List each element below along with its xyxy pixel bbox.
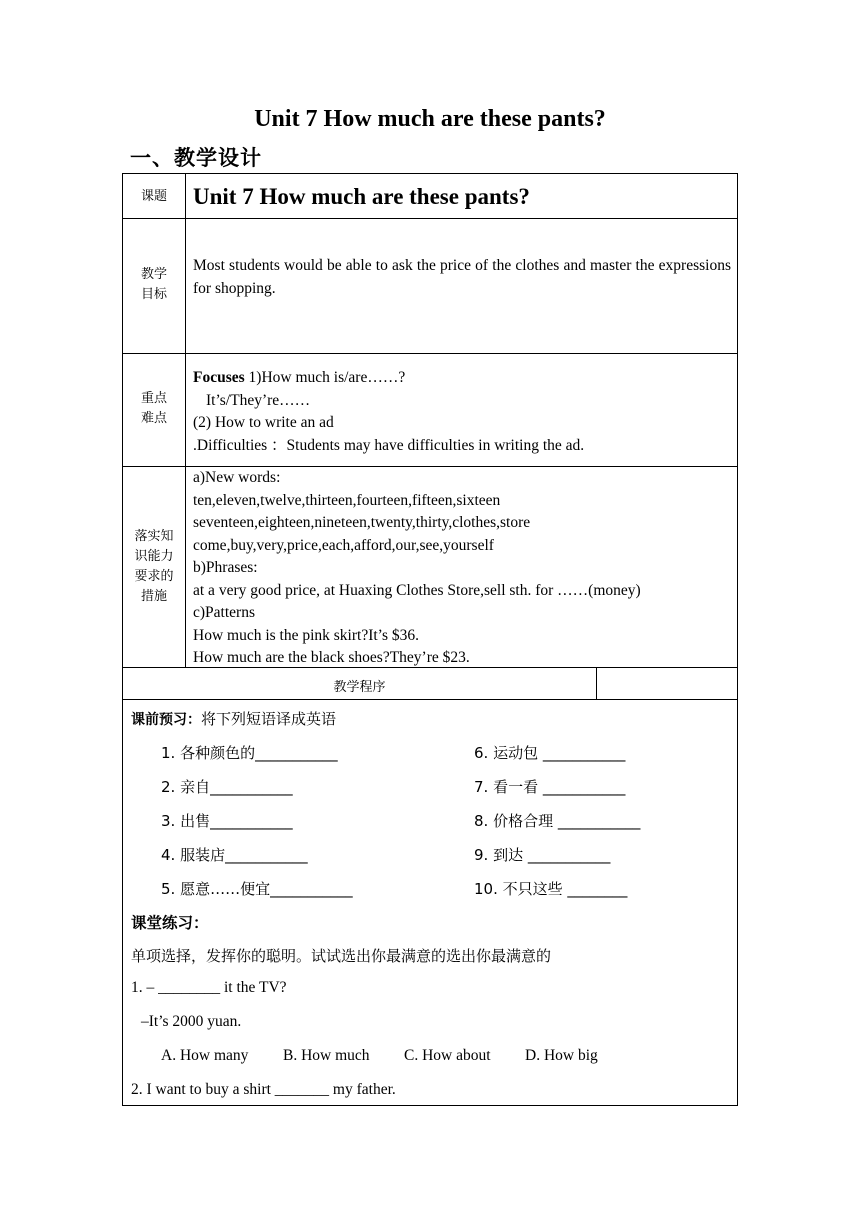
option-a: A. How many xyxy=(161,1047,249,1064)
focus-line: It’s/They’re…… xyxy=(206,391,311,409)
option-b: B. How much xyxy=(283,1047,370,1064)
practice-instruction: 单项选择，发挥你的聪明。试试选出你最满意的选出你最满意的 xyxy=(131,947,552,965)
topic-value: Unit 7 How much are these pants? xyxy=(193,184,530,209)
preview-item: 10. 不只这些 ________ xyxy=(474,880,628,898)
preview-item: 8. 价格合理 ___________ xyxy=(474,812,641,830)
focus-heading: Focuses xyxy=(193,369,245,386)
procedure-content xyxy=(131,700,729,1105)
focus-text: 1)How much is/are……? xyxy=(244,369,406,386)
preview-item: 3. 出售___________ xyxy=(161,812,293,830)
column-divider xyxy=(185,174,186,667)
measures-label xyxy=(123,527,185,607)
preview-item: 6. 运动包 ___________ xyxy=(474,744,626,762)
focus-value xyxy=(193,367,731,457)
focus-line: (2) How to write an ad xyxy=(193,414,334,431)
preview-heading-bold: 课前预习： xyxy=(131,712,201,728)
lesson-plan-table xyxy=(122,173,738,1106)
goal-label-line: 目标 xyxy=(140,287,167,302)
focus-line xyxy=(193,367,731,390)
row-divider xyxy=(123,218,737,219)
measures-line: c)Patterns xyxy=(193,604,255,621)
practice-heading: 课堂练习： xyxy=(131,914,209,932)
focus-label xyxy=(123,389,185,429)
measures-line: seventeen,eighteen,nineteen,twenty,thirty,clothes,store xyxy=(193,514,531,531)
measures-label-line: 识能力 xyxy=(134,549,174,564)
option-c: C. How about xyxy=(404,1047,491,1064)
document-title: Unit 7 How much are these pants? xyxy=(254,106,606,132)
goal-label xyxy=(123,265,185,305)
measures-value xyxy=(193,467,731,670)
preview-heading-text: 将下列短语译成英语 xyxy=(201,710,337,728)
measures-label-line: 要求的 xyxy=(134,569,174,584)
goal-label-line: 教学 xyxy=(140,267,167,282)
topic-label: 课题 xyxy=(140,189,167,204)
measures-line: come,buy,very,price,each,afford,our,see,yourself xyxy=(193,536,494,554)
question-2: 2. I want to buy a shirt _______ my father. xyxy=(131,1081,396,1098)
focus-label-line: 重点 xyxy=(140,391,167,406)
preview-item: 4. 服装店___________ xyxy=(161,846,308,864)
measures-line: a)New words: xyxy=(193,469,281,486)
option-d: D. How big xyxy=(525,1047,598,1064)
measures-line: ten,eleven,twelve,thirteen,fourteen,fifteen,sixteen xyxy=(193,491,501,509)
procedure-label: 教学程序 xyxy=(333,680,386,695)
difficulty-line: .Difficulties ：Students may have difficulties in writing the ad. xyxy=(193,436,585,454)
preview-item: 7. 看一看 ___________ xyxy=(474,778,626,796)
goal-value: Most students would be able to ask the price of the clothes and master the expressions for shopping. xyxy=(193,257,731,297)
measures-label-line: 落实知 xyxy=(134,529,174,544)
measures-line: b)Phrases: xyxy=(193,559,258,576)
measures-line: at a very good price, at Huaxing Clothes Store,sell sth. for ……(money) xyxy=(193,581,641,599)
measures-line: How much is the pink skirt?It’s $36. xyxy=(193,626,420,644)
focus-label-line: 难点 xyxy=(140,411,167,426)
measures-line: How much are the black shoes?They’re $23. xyxy=(193,649,470,666)
measures-label-line: 措施 xyxy=(140,589,167,604)
preview-item: 5. 愿意……便宜___________ xyxy=(161,880,353,898)
preview-heading xyxy=(131,708,336,729)
preview-item: 1. 各种颜色的___________ xyxy=(161,744,338,762)
preview-item: 9. 到达 ___________ xyxy=(474,846,611,864)
section-heading: 一、教学设计 xyxy=(130,146,262,170)
row-divider xyxy=(123,353,737,354)
preview-item: 2. 亲自___________ xyxy=(161,778,293,796)
question-1: 1. – ________ it the TV? xyxy=(131,979,287,996)
question-1-answer: –It’s 2000 yuan. xyxy=(141,1013,242,1030)
column-divider xyxy=(596,667,597,699)
